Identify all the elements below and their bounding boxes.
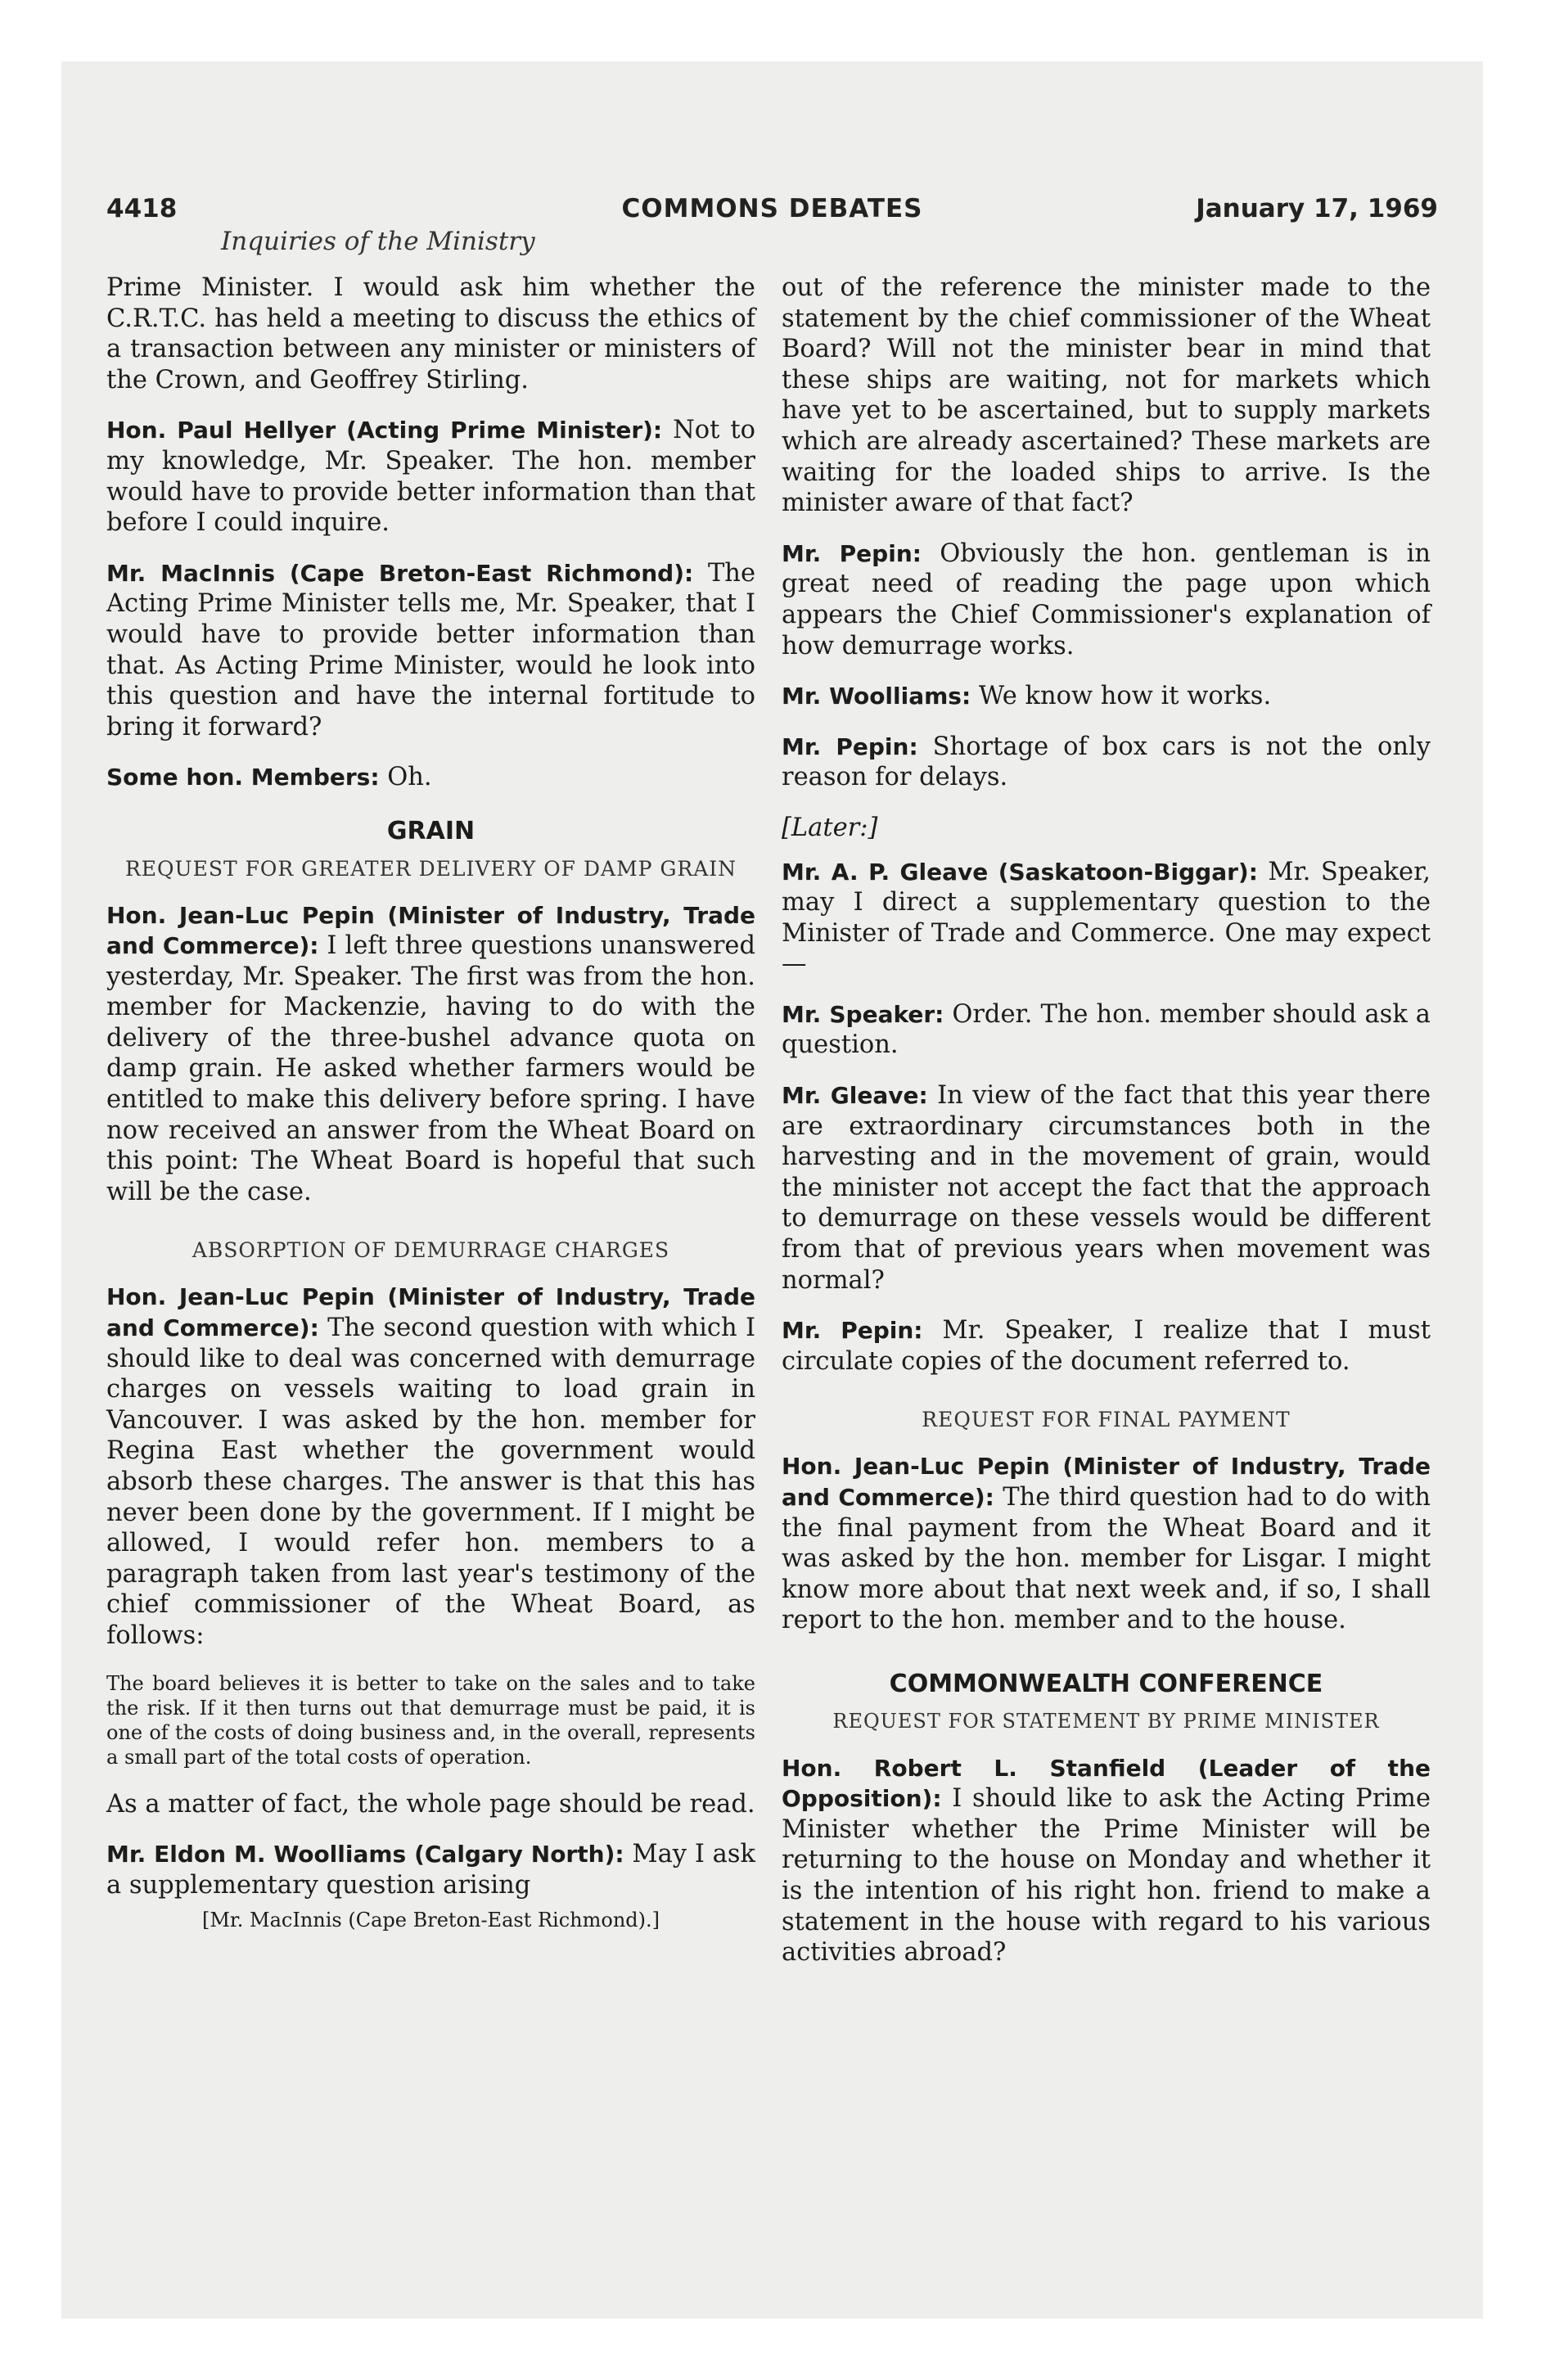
paragraph: Prime Minister. I would ask him whether the C.R.T.C. has held a meeting to discuss the ethics of a transaction between any minister or ministers of the Crown, and Geoffrey Stirling. <box>106 273 755 394</box>
paragraph <box>106 415 755 538</box>
speaker-name: Mr. Pepin: <box>782 732 918 760</box>
speaker-name: Hon. Paul Hellyer (Acting Prime Minister): <box>106 417 663 444</box>
paragraph <box>782 681 1431 712</box>
speech-text: Obviously the hon. gentleman is in great need of reading the page upon which appears the Chief Commissioner's explanation of how demurrage works. <box>782 539 1431 660</box>
subheading-final-payment: REQUEST FOR FINAL PAYMENT <box>922 1408 1291 1432</box>
paragraph <box>782 1451 1431 1636</box>
speaker-name: Mr. A. P. Gleave (Saskatoon-Biggar): <box>782 858 1258 886</box>
speaker-name: Mr. Speaker: <box>782 1000 944 1028</box>
speech-text: Shortage of box cars is not the only reason for delays. <box>782 732 1431 792</box>
speech-text: Order. The hon. member should ask a question. <box>782 999 1431 1060</box>
speech-text: The second question with which I should like to deal was concerned with demurrage charges on vessels waiting to load grain in Vancouver. I was asked by the hon. member for Regina East whether the government would absorb these charges. The answer is that this has never been done by the government. If I might be allowed, I would refer hon. members to a paragraph taken from last year's testimony of the chief commissioner of the Wheat Board, as follows: <box>106 1314 756 1650</box>
paragraph <box>782 857 1431 980</box>
speaker-name: Mr. MacInnis (Cape Breton-East Richmond): <box>106 559 694 587</box>
speech-text: I should like to ask the Acting Prime Minister whether the Prime Minister will be returning to the house on Monday and whether it is the intention of his right hon. friend to make a statement in the house with regard to his various activities abroad? <box>782 1784 1431 1968</box>
speech-text: The third question had to do with the final payment from the Wheat Board and it was asked by the hon. member for Lisgar. I might know more about that next week and, if so, I shall report to the hon. member and to the house. <box>782 1483 1431 1635</box>
page-header <box>106 194 1438 230</box>
paragraph <box>782 1080 1431 1296</box>
speaker-name: Hon. Jean-Luc Pepin (Minister of Industry, Trade and Commerce): <box>782 1453 1431 1511</box>
paragraph: As a matter of fact, the whole page should be read. <box>106 1789 755 1819</box>
header-date: January 17, 1969 <box>1196 194 1438 223</box>
paragraph <box>106 1839 755 1900</box>
speech-text: In view of the fact that this year there are extraordinary circumstances both in the harvesting and in the movement of grain, would the minister not accept the fact that the approach to demurrage on these vessels would be different from that of previous years when movement was normal? <box>782 1081 1431 1295</box>
speech-text: Oh. <box>379 763 432 792</box>
paragraph <box>782 1753 1431 1968</box>
speaker-name: Mr. Pepin: <box>782 1317 923 1345</box>
paragraph <box>782 1315 1431 1377</box>
speech-text: May I ask a supplementary question arising <box>106 1840 755 1900</box>
paragraph <box>782 539 1431 661</box>
speech-text: Not to my knowledge, Mr. Speaker. The hon. member would have to provide better information than that before I could inquire. <box>106 416 755 538</box>
speaker-name: Hon. Robert L. Stanfield (Leader of the Opposition): <box>782 1754 1431 1813</box>
paragraph <box>106 900 755 1208</box>
speech-text: I left three questions unanswered yesterday, Mr. Speaker. The first was from the hon. member for Mackenzie, having to do with the delivery of the three-bushel advance quota on damp grain. He asked whether farmers would be entitled to make this delivery before spring. I have now received an answer from the Wheat Board on this point: The Wheat Board is hopeful that such will be the case. <box>106 931 755 1206</box>
speaker-name: Hon. Jean-Luc Pepin (Minister of Industry, Trade and Commerce): <box>106 901 755 960</box>
paragraph <box>106 762 755 793</box>
quoted-testimony: The board believes it is better to take on the sales and to take the risk. If it then turns out that demurrage must be paid, it is one of the costs of doing business and, in the overall, represents a small part of the total costs of operation. <box>106 1671 755 1769</box>
paragraph <box>782 732 1431 793</box>
speaker-name: Mr. Woolliams: <box>782 683 971 710</box>
speech-text: Mr. Speaker, may I direct a supplementary question to the Minister of Trade and Commerce. One may expect— <box>782 857 1431 979</box>
running-head: Inquiries of the Ministry <box>221 227 535 256</box>
speech-text: Mr. Speaker, I realize that I must circulate copies of the document referred to. <box>782 1316 1431 1376</box>
speaker-attribution: [Mr. MacInnis (Cape Breton-East Richmond).] <box>201 1909 660 1932</box>
speaker-name: Mr. Eldon M. Woolliams (Calgary North): <box>106 1841 624 1868</box>
speech-text: The Acting Prime Minister tells me, Mr. Speaker, that I would have to provide better information than that. As Acting Prime Minister, would he look into this question and have the internal fortitude to bring it forward? <box>106 558 755 741</box>
subheading-statement: REQUEST FOR STATEMENT BY PRIME MINISTER <box>832 1709 1380 1733</box>
right-column <box>782 273 1431 1988</box>
subheading-damp-grain: REQUEST FOR GREATER DELIVERY OF DAMP GRAIN <box>124 856 737 881</box>
subheading-demurrage: ABSORPTION OF DEMURRAGE CHARGES <box>192 1238 670 1263</box>
speech-text: We know how it works. <box>971 682 1272 711</box>
speaker-name: Mr. Gleave: <box>782 1082 928 1110</box>
publication-title: COMMONS DEBATES <box>621 194 923 223</box>
page-number: 4418 <box>106 194 178 223</box>
paragraph <box>106 558 755 743</box>
paragraph <box>782 999 1431 1061</box>
speaker-name: Mr. Pepin: <box>782 539 922 567</box>
paragraph <box>106 1282 755 1651</box>
speaker-name: Some hon. Members: <box>106 764 380 791</box>
paragraph: out of the reference the minister made to the statement by the chief commissioner of the Wheat Board? Will not the minister bear in mind that these ships are waiting, not for markets which have yet to be ascertained, but to supply markets which are already ascertained? These markets are waiting for the loaded ships to arrive. Is the minister aware of that fact? <box>782 273 1431 518</box>
section-heading-grain: GRAIN <box>386 816 476 845</box>
left-column <box>106 273 755 1936</box>
speaker-name: Hon. Jean-Luc Pepin (Minister of Industry, Trade and Commerce): <box>106 1283 755 1342</box>
later-marker: [Later:] <box>782 813 878 842</box>
section-heading-commonwealth: COMMONWEALTH CONFERENCE <box>889 1669 1323 1698</box>
